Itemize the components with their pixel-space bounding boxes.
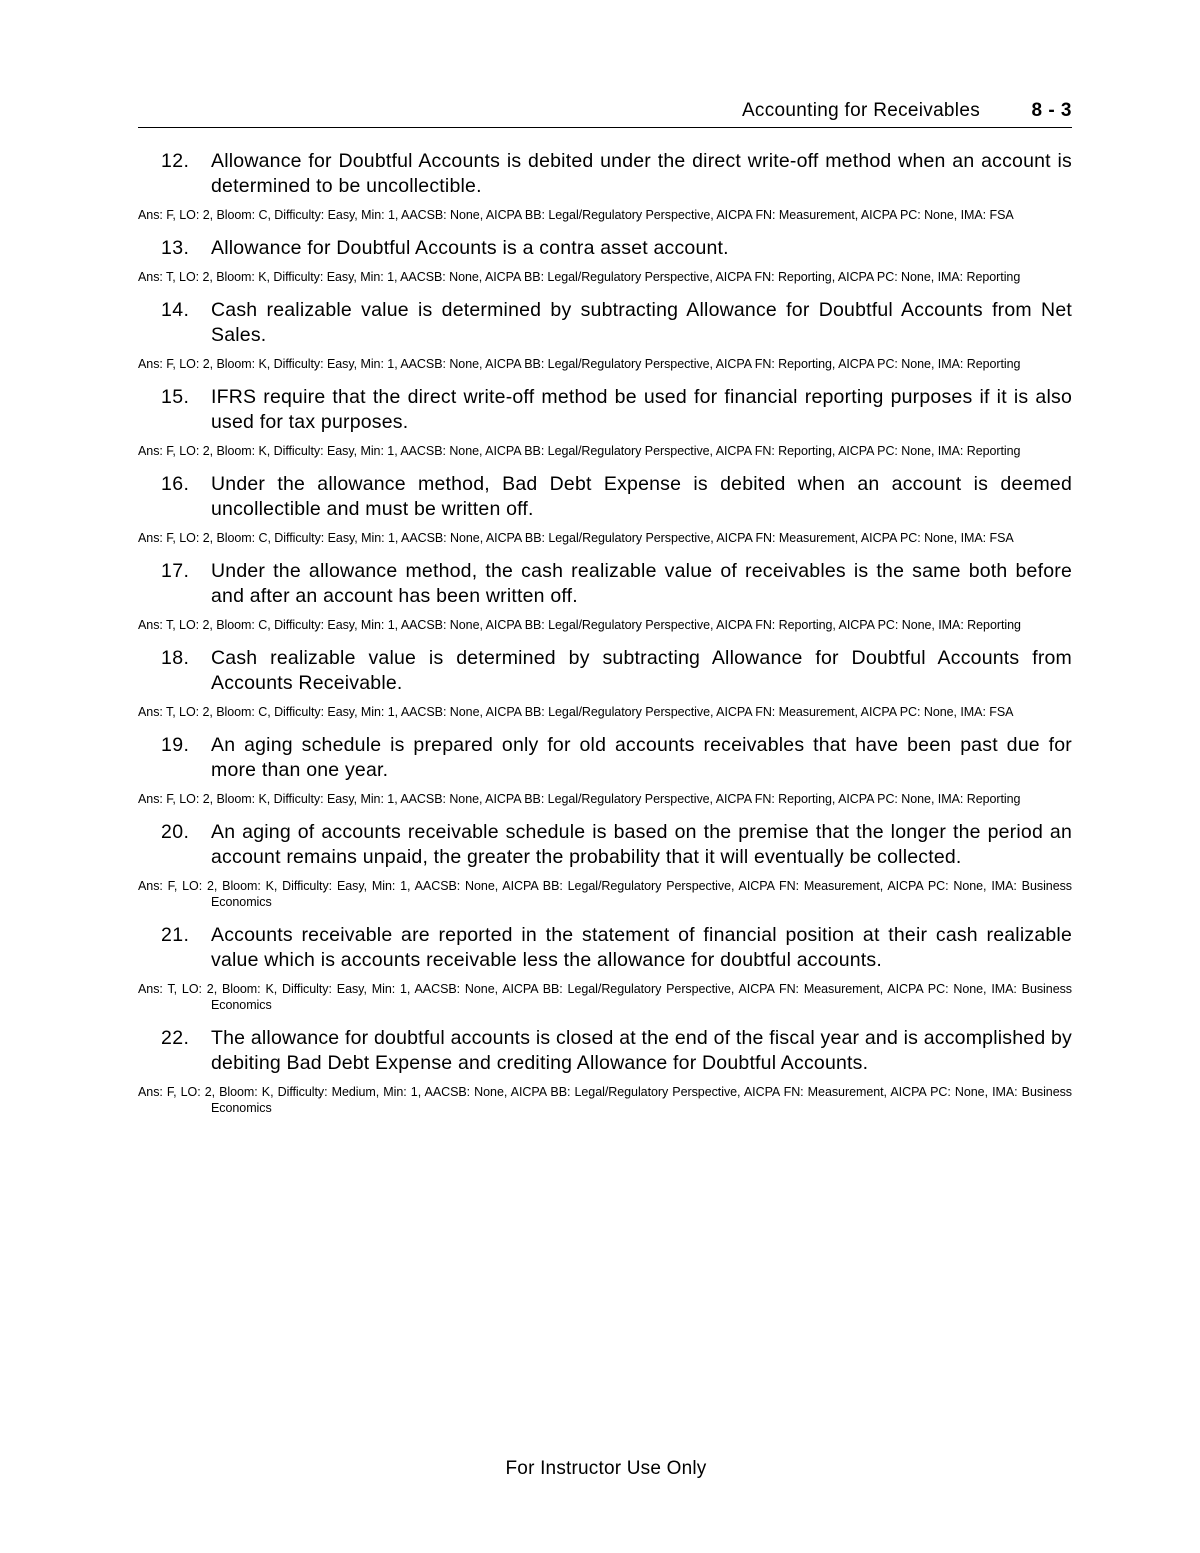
answer-metadata: Ans: T, LO: 2, Bloom: C, Difficulty: Easy, Min: 1, AACSB: None, AICPA BB: Legal/Regulatory Perspective, AICPA FN: Measurement, AICPA PC: None, IMA: FSA xyxy=(138,705,1014,719)
answer-metadata: Ans: F, LO: 2, Bloom: C, Difficulty: Easy, Min: 1, AACSB: None, AICPA BB: Legal/Regulatory Perspective, AICPA FN: Measurement, AICPA PC: None, IMA: FSA xyxy=(138,531,1014,545)
answer-metadata: Ans: F, LO: 2, Bloom: K, Difficulty: Easy, Min: 1, AACSB: None, AICPA BB: Legal/Regulatory Perspective, AICPA FN: Reporting, AICPA PC: None, IMA: Reporting xyxy=(138,357,1021,371)
question-number: 18. xyxy=(161,647,190,669)
question-text: Under the allowance method, the cash realizable value of receivables is the same both before and after an account has been written off. xyxy=(211,560,1072,607)
question-item xyxy=(138,298,1072,372)
question-number: 12. xyxy=(161,150,190,172)
question-item xyxy=(138,149,1072,223)
page-header xyxy=(138,98,1072,128)
question-number: 14. xyxy=(161,299,190,321)
question-text: The allowance for doubtful accounts is closed at the end of the fiscal year and is accomplished by debiting Bad Debt Expense and crediting Allowance for Doubtful Accounts. xyxy=(211,1027,1072,1074)
question-item xyxy=(138,236,1072,285)
question-text: Allowance for Doubtful Accounts is a contra asset account. xyxy=(211,237,729,259)
page-footer: For Instructor Use Only xyxy=(505,1458,707,1479)
question-text: Under the allowance method, Bad Debt Expense is debited when an account is deemed uncollectible and must be written off. xyxy=(211,473,1072,520)
answer-metadata: Ans: F, LO: 2, Bloom: K, Difficulty: Easy, Min: 1, AACSB: None, AICPA BB: Legal/Regulatory Perspective, AICPA FN: Reporting, AICPA PC: None, IMA: Reporting xyxy=(138,792,1021,806)
question-number: 19. xyxy=(161,734,190,756)
question-number: 21. xyxy=(161,924,190,946)
question-item xyxy=(138,559,1072,633)
question-item xyxy=(138,646,1072,720)
question-number: 13. xyxy=(161,237,190,259)
question-number: 17. xyxy=(161,560,190,582)
answer-metadata: Ans: T, LO: 2, Bloom: K, Difficulty: Easy, Min: 1, AACSB: None, AICPA BB: Legal/Regulatory Perspective, AICPA FN: Measurement, AICPA PC: None, IMA: Business Economics xyxy=(138,982,1072,1012)
question-number: 16. xyxy=(161,473,190,495)
question-item xyxy=(138,1026,1072,1116)
answer-metadata: Ans: T, LO: 2, Bloom: C, Difficulty: Easy, Min: 1, AACSB: None, AICPA BB: Legal/Regulatory Perspective, AICPA FN: Reporting, AICPA PC: None, IMA: Reporting xyxy=(138,618,1021,632)
question-text: Allowance for Doubtful Accounts is debited under the direct write-off method when an account is determined to be uncollectible. xyxy=(211,150,1072,197)
question-number: 20. xyxy=(161,821,190,843)
question-text: IFRS require that the direct write-off method be used for financial reporting purposes if it is also used for tax purposes. xyxy=(211,386,1072,433)
question-text: Accounts receivable are reported in the statement of financial position at their cash realizable value which is accounts receivable less the allowance for doubtful accounts. xyxy=(211,924,1072,971)
page-number: 8 - 3 xyxy=(1031,100,1072,121)
answer-metadata: Ans: F, LO: 2, Bloom: K, Difficulty: Easy, Min: 1, AACSB: None, AICPA BB: Legal/Regulatory Perspective, AICPA FN: Measurement, AICPA PC: None, IMA: Business Economics xyxy=(138,879,1072,909)
question-text: Cash realizable value is determined by subtracting Allowance for Doubtful Accounts from Net Sales. xyxy=(211,299,1072,346)
question-text: Cash realizable value is determined by subtracting Allowance for Doubtful Accounts from Accounts Receivable. xyxy=(211,647,1072,694)
question-item xyxy=(138,385,1072,459)
answer-metadata: Ans: F, LO: 2, Bloom: C, Difficulty: Easy, Min: 1, AACSB: None, AICPA BB: Legal/Regulatory Perspective, AICPA FN: Measurement, AICPA PC: None, IMA: FSA xyxy=(138,208,1014,222)
question-list xyxy=(138,149,1072,1116)
answer-metadata: Ans: F, LO: 2, Bloom: K, Difficulty: Easy, Min: 1, AACSB: None, AICPA BB: Legal/Regulatory Perspective, AICPA FN: Reporting, AICPA PC: None, IMA: Reporting xyxy=(138,444,1021,458)
question-item xyxy=(138,733,1072,807)
question-text: An aging of accounts receivable schedule is based on the premise that the longer the period an account remains unpaid, the greater the probability that it will eventually be collected. xyxy=(211,821,1072,868)
answer-metadata: Ans: F, LO: 2, Bloom: K, Difficulty: Medium, Min: 1, AACSB: None, AICPA BB: Legal/Regulatory Perspective, AICPA FN: Measurement, AICPA PC: None, IMA: Business Economics xyxy=(138,1085,1072,1115)
answer-metadata: Ans: T, LO: 2, Bloom: K, Difficulty: Easy, Min: 1, AACSB: None, AICPA BB: Legal/Regulatory Perspective, AICPA FN: Reporting, AICPA PC: None, IMA: Reporting xyxy=(138,270,1021,284)
question-item xyxy=(138,923,1072,1013)
question-number: 15. xyxy=(161,386,190,408)
question-item xyxy=(138,820,1072,910)
question-number: 22. xyxy=(161,1027,190,1049)
question-text: An aging schedule is prepared only for old accounts receivables that have been past due for more than one year. xyxy=(211,734,1072,781)
question-item xyxy=(138,472,1072,546)
chapter-title: Accounting for Receivables xyxy=(741,100,980,121)
